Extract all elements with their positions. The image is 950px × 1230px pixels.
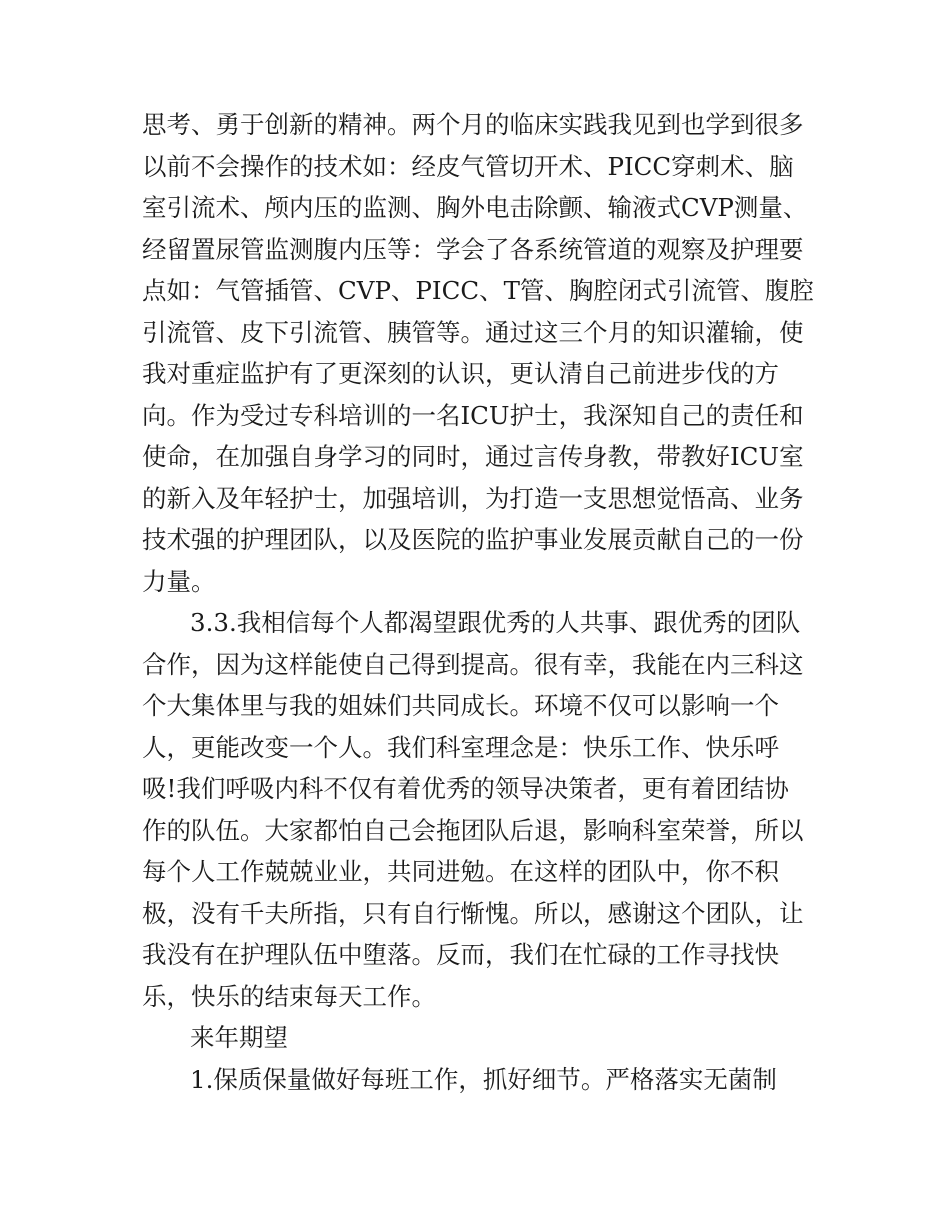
- text-line: 极，没有千夫所指，只有自行惭愧。所以，感谢这个团队，让: [142, 898, 804, 928]
- text-line: 室引流术、颅内压的监测、胸外电击除颤、输液式CVP测量、: [142, 193, 808, 222]
- text-line: 点如：气管插管、CVP、PICC、T管、胸腔闭式引流管、腹腔: [142, 276, 814, 305]
- text-line: 力量。: [142, 566, 216, 596]
- text-line: 乐，快乐的结束每天工作。: [142, 981, 436, 1011]
- text-line: 1.保质保量做好每班工作，抓好细节。严格落实无菌制: [190, 1064, 777, 1094]
- text-line: 技术强的护理团队，以及医院的监护事业发展贡献自己的一份: [142, 525, 804, 554]
- text-line: 来年期望: [190, 1023, 288, 1052]
- text-line: 引流管、皮下引流管、胰管等。通过这三个月的知识灌输，使: [142, 317, 804, 347]
- text-line: 的新入及年轻护士，加强培训，为打造一支思想觉悟高、业务: [142, 483, 804, 513]
- text-line: 每个人工作兢兢业业，共同进勉。在这样的团队中，你不积: [142, 857, 779, 886]
- text-line: 使命，在加强自身学习的同时，通过言传身教，带教好ICU室: [142, 442, 804, 471]
- text-line: 我没有在护理队伍中堕落。反而，我们在忙碌的工作寻找快: [142, 940, 779, 969]
- document-body-text: [142, 104, 822, 1100]
- text-line: 人，更能改变一个人。我们科室理念是：快乐工作、快乐呼: [142, 732, 779, 762]
- text-line: 作的队伍。大家都怕自己会拖团队后退，影响科室荣誉，所以: [142, 815, 804, 845]
- text-line: 吸!我们呼吸内科不仅有着优秀的领导决策者，更有着团结协: [142, 774, 789, 803]
- text-line: 向。作为受过专科培训的一名ICU护士，我深知自己的责任和: [142, 400, 804, 430]
- text-line: 合作，因为这样能使自己得到提高。很有幸，我能在内三科这: [142, 649, 804, 679]
- text-line: 思考、勇于创新的精神。两个月的临床实践我见到也学到很多: [142, 110, 804, 139]
- text-line: 以前不会操作的技术如：经皮气管切开术、PICC穿刺术、脑: [142, 151, 794, 181]
- text-line: 我对重症监护有了更深刻的认识，更认清自己前进步伐的方: [142, 359, 779, 388]
- text-line: 经留置尿管监测腹内压等：学会了各系统管道的观察及护理要: [142, 234, 804, 264]
- text-line: 个大集体里与我的姐妹们共同成长。环境不仅可以影响一个: [142, 691, 779, 720]
- text-line: 3.3.我相信每个人都渴望跟优秀的人共事、跟优秀的团队: [190, 608, 801, 637]
